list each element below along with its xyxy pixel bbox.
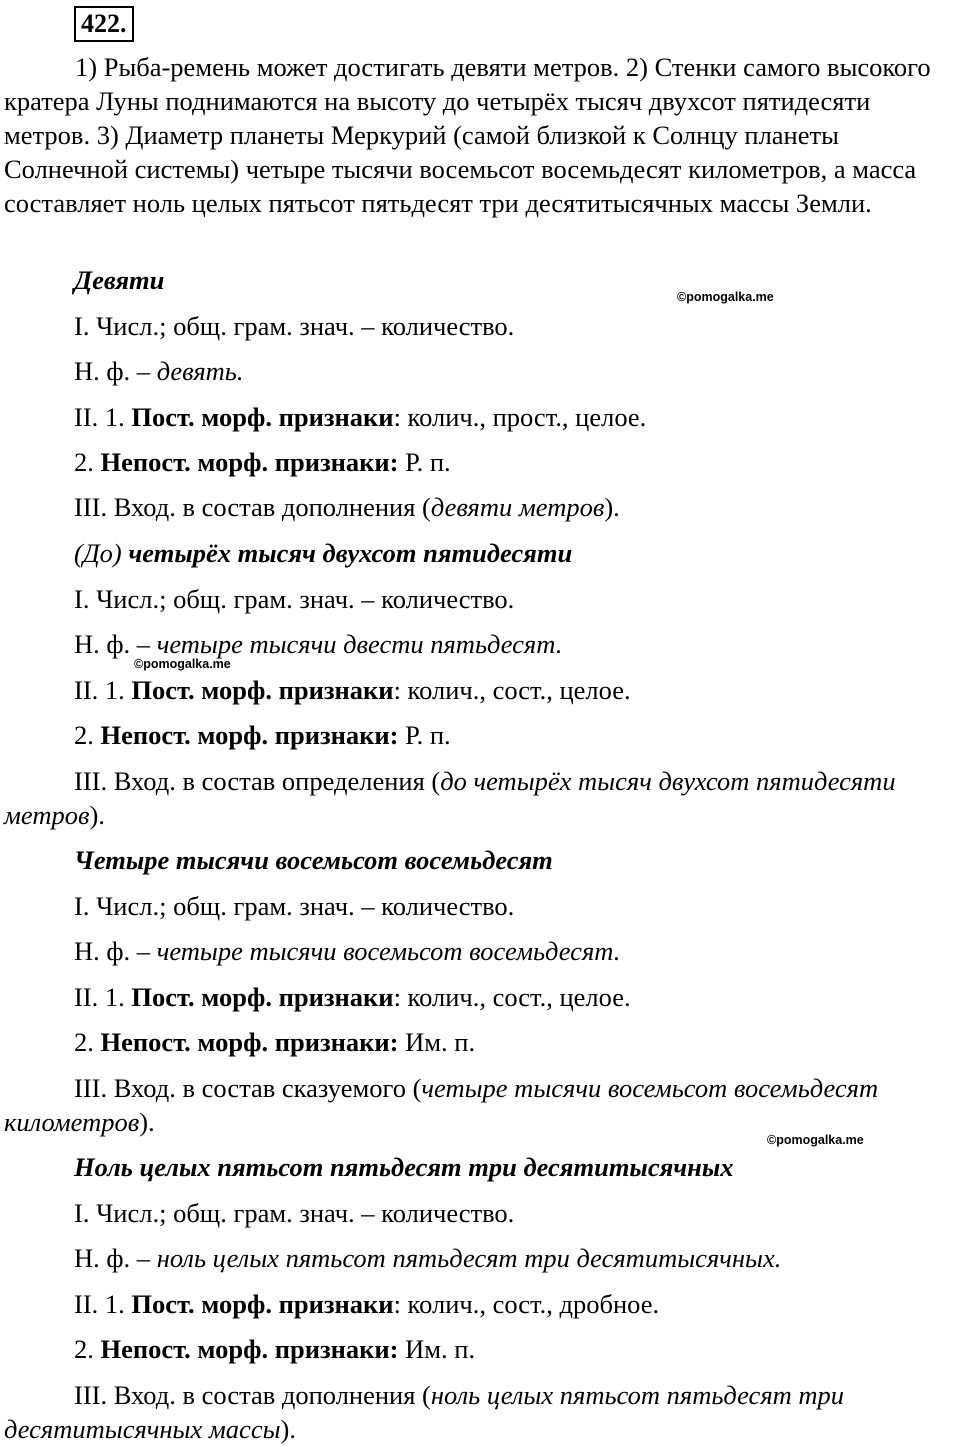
section-2-constant-features: II. 1. Пост. морф. признаки: колич., сост., целое. xyxy=(74,675,631,705)
watermark: ©pomogalka.me xyxy=(677,290,774,304)
section-2-variable-features: 2. Непост. морф. признаки: Р. п. xyxy=(74,720,451,750)
section-3-variable-features: 2. Непост. морф. признаки: Им. п. xyxy=(74,1027,476,1057)
watermark: ©pomogalka.me xyxy=(767,1133,864,1147)
section-2-category-line: I. Числ.; общ. грам. знач. – количество. xyxy=(74,584,515,614)
section-4-constant-features: II. 1. Пост. морф. признаки: колич., сост., дробное. xyxy=(74,1289,660,1319)
exercise-number: 422. xyxy=(74,6,134,42)
section-2-syntax-role: III. Вход. в состав определения (до четырёх тысяч двухсот пятидесяти метров). xyxy=(4,766,896,830)
section-1-initial-form: Н. ф. – девять. xyxy=(74,356,244,386)
section-3-category-line: I. Числ.; общ. грам. знач. – количество. xyxy=(74,891,515,921)
section-4-heading: Ноль целых пятьсот пятьдесят три десятитысячных xyxy=(74,1152,734,1182)
section-4-variable-features: 2. Непост. морф. признаки: Им. п. xyxy=(74,1334,476,1364)
section-4-category-line: I. Числ.; общ. грам. знач. – количество. xyxy=(74,1198,515,1228)
section-4-initial-form: Н. ф. – ноль целых пятьсот пятьдесят три десятитысячных. xyxy=(74,1243,782,1273)
section-1-category-line: I. Числ.; общ. грам. знач. – количество. xyxy=(74,311,515,341)
exercise-text: 1) Рыба-ремень может достигать девяти метров. 2) Стенки самого высокого кратера Луны поднимаются на высоту до четырёх тысяч двухсот пятидесяти метров. 3) Диаметр планеты Меркурий (самой близкой к Солнцу планеты Солнечной системы) четыре тысячи восемьсот восемьдесят километров, а масса составляет ноль целых пятьсот пятьдесят три десятитысячных массы Земли. xyxy=(4,52,931,218)
section-3-syntax-role: III. Вход. в состав сказуемого (четыре тысячи восемьсот восемьдесят километров). xyxy=(4,1073,879,1137)
section-2-initial-form: Н. ф. – четыре тысячи двести пятьдесят. xyxy=(74,629,563,659)
section-4-syntax-role: III. Вход. в состав дополнения (ноль целых пятьсот пятьдесят три десятитысячных массы). xyxy=(4,1380,845,1444)
section-1-constant-features: II. 1. Пост. морф. признаки: колич., прост., целое. xyxy=(74,402,647,432)
section-1-heading: Девяти xyxy=(74,265,165,295)
section-3-initial-form: Н. ф. – четыре тысячи восемьсот восемьдесят. xyxy=(74,936,621,966)
section-1-variable-features: 2. Непост. морф. признаки: Р. п. xyxy=(74,447,451,477)
section-2-heading: (До) четырёх тысяч двухсот пятидесяти xyxy=(74,538,573,568)
section-3-constant-features: II. 1. Пост. морф. признаки: колич., сост., целое. xyxy=(74,982,631,1012)
section-3-heading: Четыре тысячи восемьсот восемьдесят xyxy=(74,845,553,875)
section-1-syntax-role: III. Вход. в состав дополнения (девяти метров). xyxy=(74,492,620,522)
watermark: ©pomogalka.me xyxy=(134,657,231,671)
